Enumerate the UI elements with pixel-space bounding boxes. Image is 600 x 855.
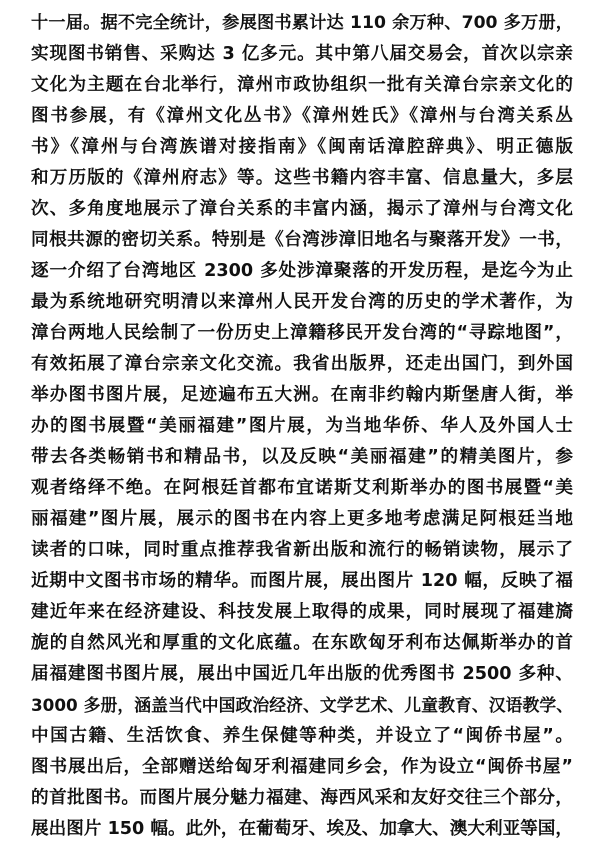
text-line: 带去各类畅销书和精品书，以及反映“美丽福建”的精美图片，参 <box>31 447 573 467</box>
text-line: 和万历版的《漳州府志》等。这些书籍内容丰富、信息量大，多层 <box>31 168 573 188</box>
text-line: 办的图书展暨“美丽福建”图片展，为当地华侨、华人及外国人士 <box>31 416 573 436</box>
text-line: 3000 多册，涵盖当代中国政治经济、文学艺术、儿童教育、汉语教学、 <box>31 695 573 715</box>
text-line: 的首批图书。而图片展分魅力福建、海西风采和友好交往三个部分， <box>31 788 573 808</box>
text-line: 展出图片 150 幅。此外，在葡萄牙、埃及、加拿大、澳大利亚等国， <box>31 819 573 839</box>
text-line: 漳台两地人民绘制了一份历史上漳籍移民开发台湾的“寻踪地图”， <box>31 323 573 343</box>
text-line: 最为系统地研究明清以来漳州人民开发台湾的历史的学术著作，为 <box>31 292 573 312</box>
text-line: 丽福建”图片展，展示的图书在内容上更多地考虑满足阿根廷当地 <box>31 509 573 529</box>
text-line: 图书参展，有《漳州文化丛书》《漳州姓氏》《漳州与台湾关系丛 <box>31 106 573 126</box>
text-line: 近期中文图书市场的精华。而图片展，展出图片 120 幅，反映了福 <box>31 571 573 591</box>
text-line: 观者络绎不绝。在阿根廷首都布宜诺斯艾利斯举办的图书展暨“美 <box>31 478 573 498</box>
text-line: 旎的自然风光和厚重的文化底蕴。在东欧匈牙利布达佩斯举办的首 <box>31 633 573 653</box>
text-line: 书》《漳州与台湾族谱对接指南》《闽南话漳腔辞典》、明正德版 <box>31 137 573 157</box>
text-line: 建近年来在经济建设、科技发展上取得的成果，同时展现了福建旖 <box>31 602 573 622</box>
text-line: 文化为主题在台北举行，漳州市政协组织一批有关漳台宗亲文化的 <box>31 75 573 95</box>
text-line: 中国古籍、生活饮食、养生保健等种类，并设立了“闽侨书屋”。 <box>31 726 573 746</box>
text-line: 届福建图书图片展，展出中国近几年出版的优秀图书 2500 多种、 <box>31 664 573 684</box>
text-line: 十一届。据不完全统计，参展图书累计达 110 余万种、700 多万册， <box>31 13 573 33</box>
text-line: 次、多角度地展示了漳台关系的丰富内涵，揭示了漳州与台湾文化 <box>31 199 573 219</box>
text-line: 图书展出后，全部赠送给匈牙利福建同乡会，作为设立“闽侨书屋” <box>31 757 573 777</box>
text-line: 实现图书销售、采购达 3 亿多元。其中第八届交易会，首次以宗亲 <box>31 44 573 64</box>
text-line: 举办图书图片展，足迹遍布五大洲。在南非约翰内斯堡唐人街，举 <box>31 385 573 405</box>
text-line: 读者的口味，同时重点推荐我省新出版和流行的畅销读物，展示了 <box>31 540 573 560</box>
text-line: 逐一介绍了台湾地区 2300 多处涉漳聚落的开发历程，是迄今为止 <box>31 261 573 281</box>
text-line: 有效拓展了漳台宗亲文化交流。我省出版界，还走出国门，到外国 <box>31 354 573 374</box>
text-line: 同根共源的密切关系。特别是《台湾涉漳旧地名与聚落开发》一书， <box>31 230 573 250</box>
